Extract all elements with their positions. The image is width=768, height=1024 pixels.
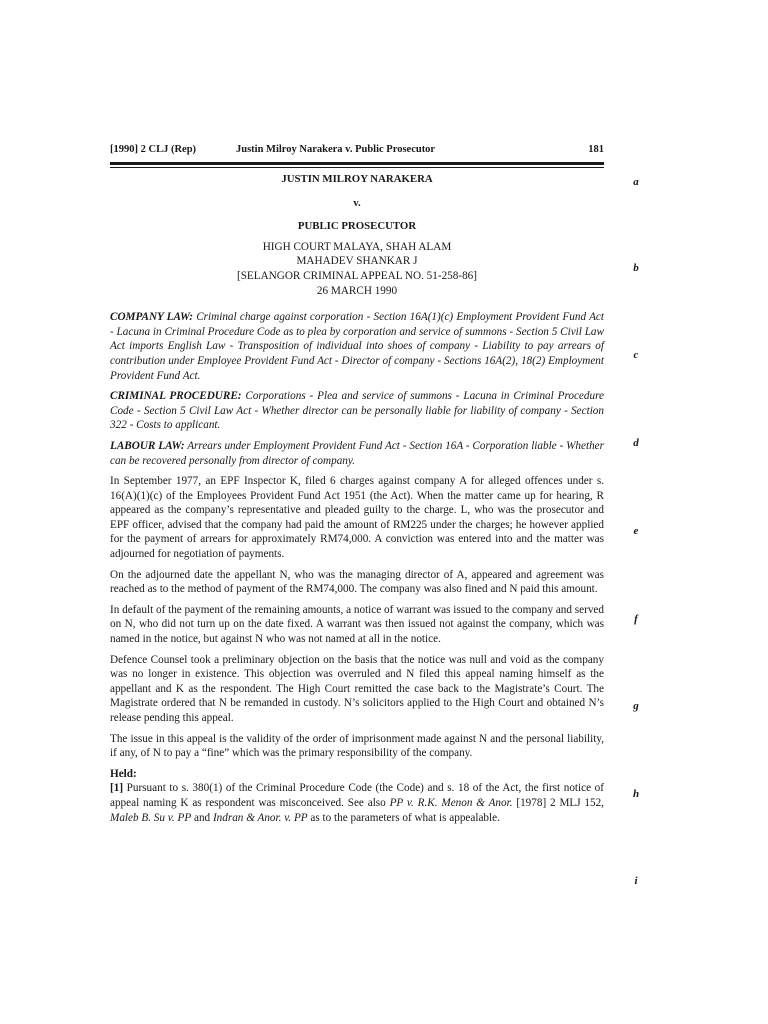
margin-letter-i: i bbox=[634, 875, 638, 887]
held-text: as to the parameters of what is appealable. bbox=[307, 811, 500, 824]
catchword-heading: CRIMINAL PROCEDURE: bbox=[110, 390, 242, 403]
header-rule-thick bbox=[110, 162, 604, 165]
held-number: [1] bbox=[110, 782, 124, 795]
page-number: 181 bbox=[588, 144, 604, 155]
held-heading: Held: bbox=[110, 767, 137, 780]
respondent-name: PUBLIC PROSECUTOR bbox=[297, 220, 417, 233]
report-body bbox=[110, 172, 604, 825]
margin-letter-e: e bbox=[633, 525, 639, 537]
judge-name: MAHADEV SHANKAR J bbox=[296, 255, 418, 268]
margin-letter-h: h bbox=[632, 788, 640, 800]
catchword-heading: LABOUR LAW: bbox=[110, 439, 185, 452]
catchword-text: Arrears under Employment Provident Fund Act - Section 16A - Corporation liable - Whether can be recovered personally from director of company. bbox=[110, 439, 605, 467]
appellant-name: JUSTIN MILROY NARAKERA bbox=[281, 173, 433, 185]
held-text: Pursuant to s. 380(1) of the Criminal Procedure Code (the Code) and s. 18 of the Act, the first notice of appeal naming K as respondent was misconceived. See also bbox=[110, 782, 604, 809]
held-text: and bbox=[191, 811, 213, 824]
headnote-paragraph: Defence Counsel took a preliminary objection on the basis that the notice was null and void as the company was no longer in existence. This objection was overruled and N filed this appeal naming himself as the appellant and K as the respondent. The High Court remitted the case back to the Magistrate’s Court. The Magistrate ordered that N be remanded in custody. N’s solicitors applied to the High Court and obtained N’s release pending this appeal. bbox=[110, 653, 604, 724]
running-head bbox=[110, 144, 604, 160]
catchword-company-law bbox=[110, 310, 604, 383]
versus: v. bbox=[353, 196, 361, 209]
margin-letter-b: b bbox=[633, 262, 639, 274]
headnote-paragraph: In default of the payment of the remaining amounts, a notice of warrant was issued to the company and served on N, who did not turn up on the date fixed. A warrant was then issued not against the company, which was named in the notice, but against N who was not named at all in the notice. bbox=[110, 603, 604, 646]
catchword-labour-law bbox=[110, 439, 604, 468]
held-paragraph-1 bbox=[110, 781, 604, 825]
parties-block bbox=[110, 172, 604, 234]
held-text: [1978] 2 MLJ 152, bbox=[512, 796, 604, 809]
margin-letter-g: g bbox=[633, 700, 639, 712]
headnote-paragraph: In September 1977, an EPF Inspector K, filed 6 charges against company A for alleged offences under s. 16(A)(1)(c) of the Employees Provident Fund Act 1951 (the Act). When the matter came up for hearing, R appeared as the company’s representative and pleaded guilty to the charge. L, who was the prosecutor and EPF officer, advised that the company had paid the amount of RM225 under the charges; he however applied for the payment of arrears for approximately RM74,000. A conviction was entered into and the matter was adjourned for negotiation of payments. bbox=[110, 475, 604, 561]
headnote-paragraph: On the adjourned date the appellant N, who was the managing director of A, appeared and agreement was reached as to the method of payment of the RM74,000. The company was also fined and N paid this amount. bbox=[110, 568, 604, 596]
cited-case: Maleb B. Su v. PP bbox=[110, 811, 192, 824]
margin-letters bbox=[626, 0, 646, 1024]
margin-letter-a: a bbox=[633, 176, 639, 188]
appeal-number: [SELANGOR CRIMINAL APPEAL NO. 51-258-86] bbox=[236, 269, 477, 282]
cited-case: PP v. R.K. Menon & Anor. bbox=[389, 796, 513, 809]
cited-case: Indran & Anor. v. PP bbox=[212, 811, 308, 824]
citation: [1990] 2 CLJ (Rep) bbox=[110, 144, 197, 155]
margin-letter-d: d bbox=[633, 437, 639, 449]
court-block bbox=[110, 240, 604, 298]
header-rule-thin bbox=[110, 167, 604, 168]
catchword-heading: COMPANY LAW: bbox=[110, 311, 193, 324]
running-case-title: Justin Milroy Narakera v. Public Prosecutor bbox=[236, 144, 436, 155]
catchword-criminal-procedure bbox=[110, 389, 604, 433]
catchword-text: Criminal charge against corporation - Section 16A(1)(c) Employment Provident Fund Act - Lacuna in Criminal Procedure Code as to plea by corporation and service of summons - Section 5 Civil Law Act imports English Law - Transposition of individual into shoes of company - Liability to pay arrears of contribution under Employee Provident Fund Act - Director of company - Sections 16A(2), 18(2) Employment Provident Fund Act. bbox=[110, 311, 604, 382]
headnote-paragraph: The issue in this appeal is the validity of the order of imprisonment made against N and the personal liability, if any, of N to pay a “fine” which was the primary responsibility of the company. bbox=[110, 732, 604, 760]
margin-letter-c: c bbox=[633, 349, 639, 361]
court-name: HIGH COURT MALAYA, SHAH ALAM bbox=[262, 240, 452, 253]
judgment-date: 26 MARCH 1990 bbox=[316, 284, 398, 297]
catchword-text: Corporations - Plea and service of summons - Lacuna in Criminal Procedure Code - Section 5 Civil Law Act - Whether director can be personally liable for liability of company - Section 322 - Costs to applicant. bbox=[110, 390, 604, 432]
margin-letter-f: f bbox=[634, 613, 638, 625]
